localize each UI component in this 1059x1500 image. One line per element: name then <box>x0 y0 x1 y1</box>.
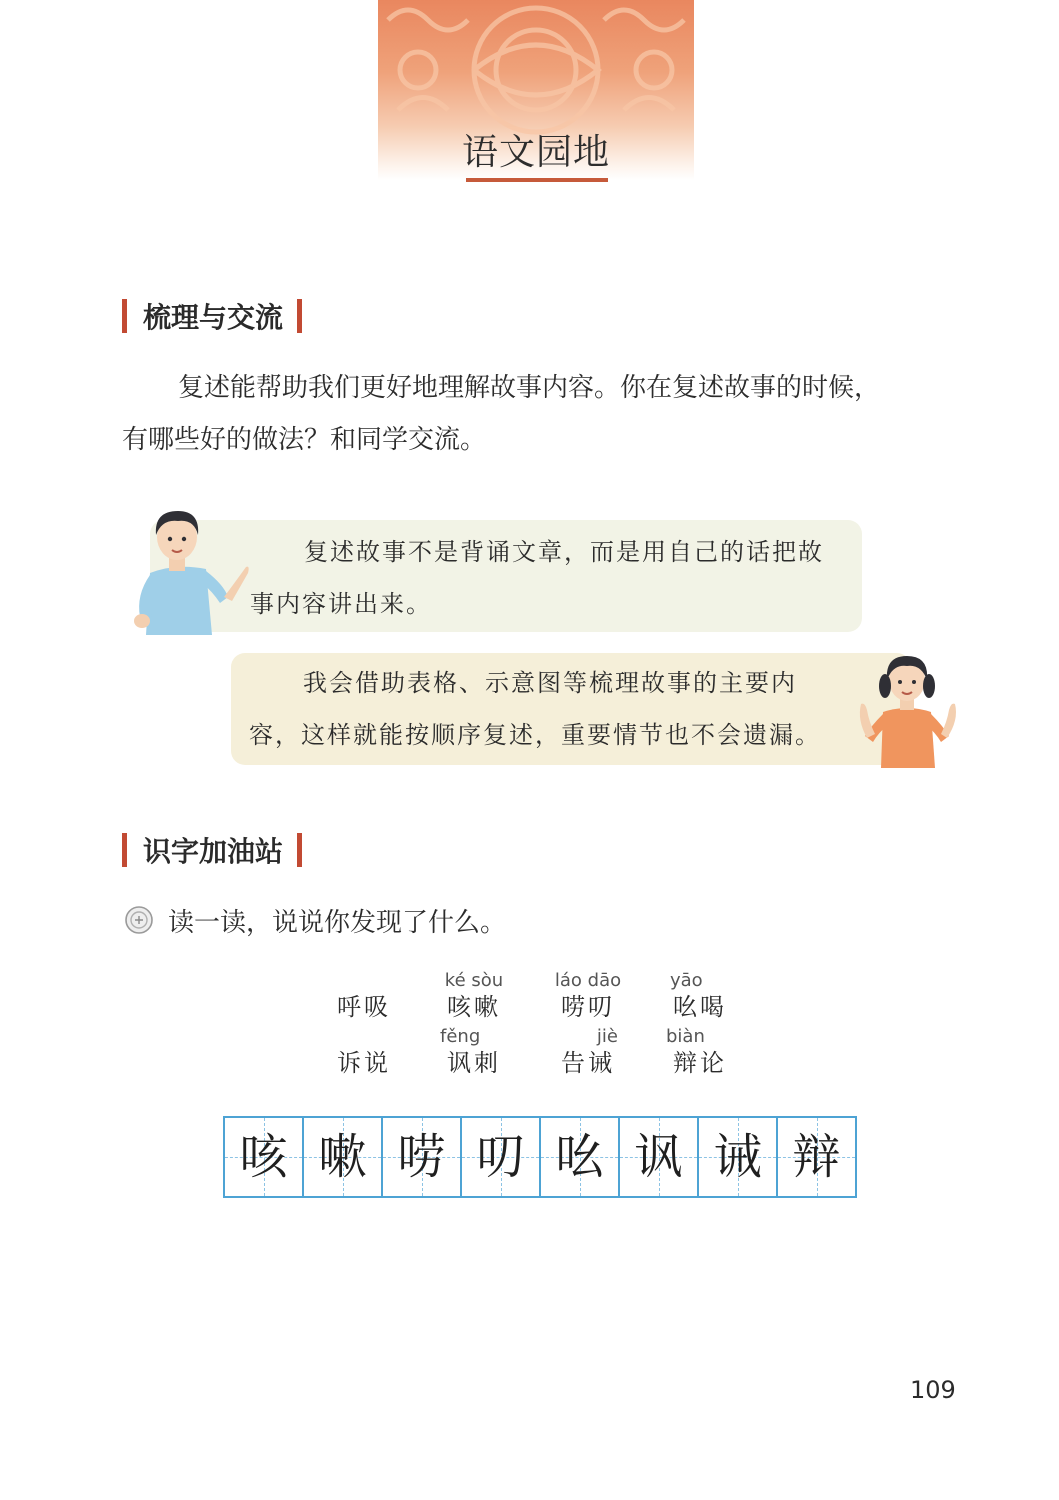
section-heading-literacy <box>122 830 302 870</box>
grid-cell: 讽 <box>620 1118 699 1196</box>
character-grid <box>223 1116 857 1198</box>
grid-cell: 吆 <box>541 1118 620 1196</box>
heading-bar-right <box>297 833 302 867</box>
word-item: biàn 辩论 <box>666 1026 727 1077</box>
word-item: 呼吸 <box>337 993 391 1021</box>
section-heading-review <box>122 296 302 336</box>
word-item: jiè 告诫 <box>561 1026 618 1077</box>
title-underline <box>466 178 608 182</box>
page-title: 语文园地 <box>461 132 610 173</box>
speech-bubble-girl <box>231 653 911 765</box>
header-banner <box>378 0 694 180</box>
intro-paragraph <box>122 362 962 466</box>
grid-cell: 诫 <box>699 1118 778 1196</box>
bubble-boy-line-1: 复述故事不是背诵文章，而是用自己的话把故 <box>304 538 824 566</box>
grid-cell: 辩 <box>778 1118 855 1196</box>
heading-bar-left <box>122 299 127 333</box>
word-item: fěng 讽刺 <box>440 1026 501 1077</box>
word-item: ké sòu 咳嗽 <box>444 970 504 1021</box>
bubble-girl-line-2: 容，这样就能按顺序复述，重要情节也不会遗漏。 <box>249 721 821 749</box>
grid-cell: 叨 <box>462 1118 541 1196</box>
heading-bar-left <box>122 833 127 867</box>
heading-bar-right <box>297 299 302 333</box>
speech-bubble-boy <box>150 520 862 632</box>
section-heading-label: 梳理与交流 <box>143 301 284 334</box>
paragraph-line-2: 有哪些好的做法？和同学交流。 <box>122 425 487 455</box>
bubble-boy-line-2: 事内容讲出来。 <box>250 590 432 618</box>
word-item: 诉说 <box>337 1049 391 1077</box>
girl-illustration <box>855 650 965 768</box>
grid-cell: 咳 <box>225 1118 304 1196</box>
boy-illustration <box>128 505 253 635</box>
word-item: yāo 吆喝 <box>670 970 727 1021</box>
paragraph-line-1: 复述能帮助我们更好地理解故事内容。你在复述故事的时候， <box>178 373 881 403</box>
grid-cell: 唠 <box>383 1118 462 1196</box>
instruction-text: 读一读，说说你发现了什么。 <box>168 907 507 938</box>
section-heading-label: 识字加油站 <box>143 835 284 868</box>
page-number: 109 <box>910 1376 956 1404</box>
bubble-girl-line-1: 我会借助表格、示意图等梳理故事的主要内 <box>303 669 797 697</box>
word-item: láo dāo 唠叨 <box>554 970 622 1021</box>
read-aloud-icon <box>124 905 154 935</box>
read-instruction <box>124 900 506 940</box>
grid-cell: 嗽 <box>304 1118 383 1196</box>
